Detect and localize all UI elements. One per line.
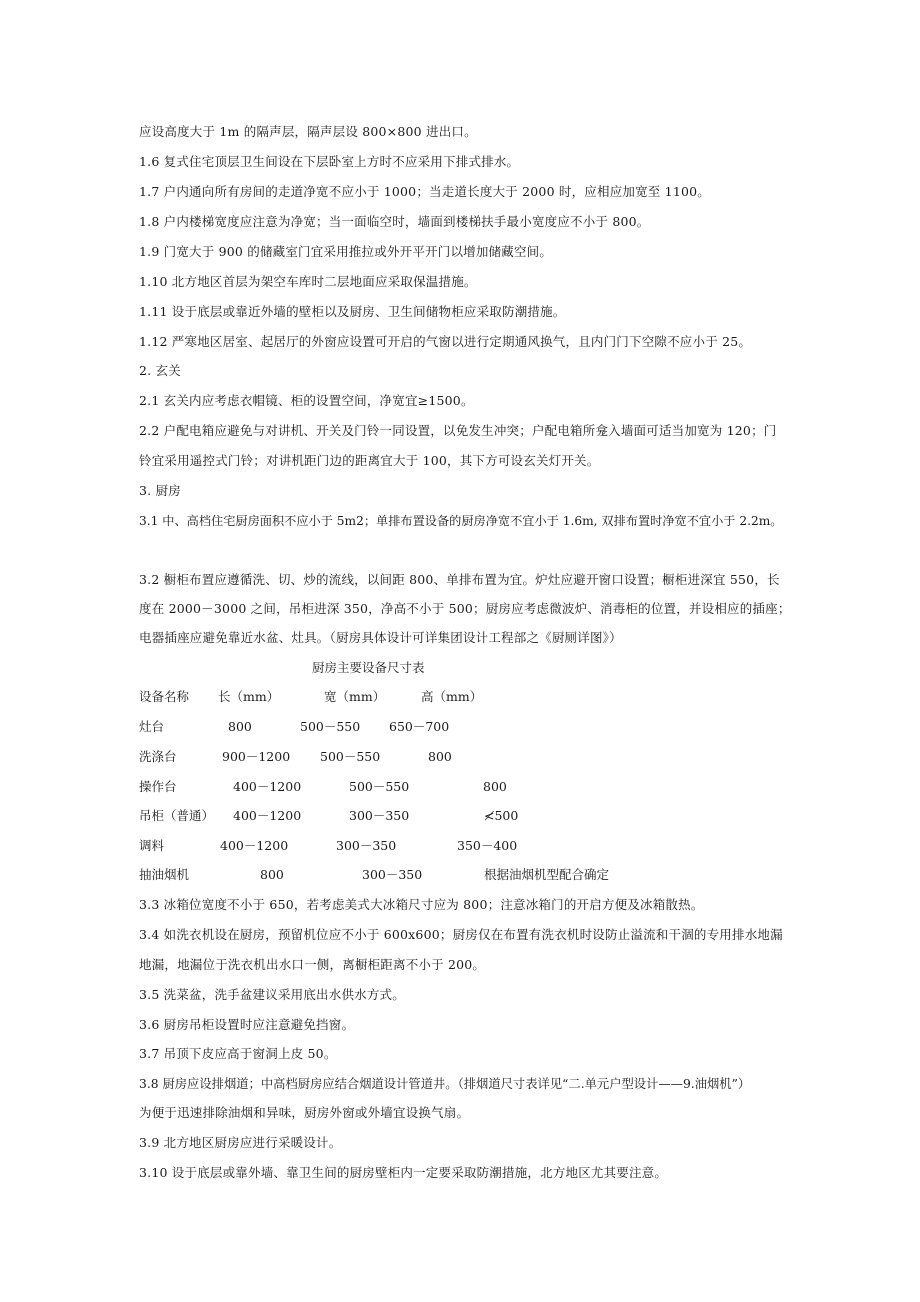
table-cell: 300－350 [336,838,397,853]
paragraph: 1.10 北方地区首层为架空车库时二层地面应采取保温措施。 [139,274,477,289]
table-cell: 400－1200 [233,779,302,794]
table-cell: 800 [428,749,452,764]
table-cell: 灶台 [139,719,165,734]
paragraph: 3.1 中、高档住宅厨房面积不应小于 5m2；单排布置设备的厨房净宽不宜小于 1.6m, 双排布置时净宽不宜小于 2.2m。 [139,514,783,528]
table-cell: 400－1200 [220,838,289,853]
table-cell: 300－350 [362,867,423,882]
paragraph: 1.8 户内楼梯宽度应注意为净宽；当一面临空时，墙面到楼梯扶手最小宽度应不小于 800。 [139,214,650,229]
paragraph: 3.6 厨房吊柜设置时应注意避免挡窗。 [139,1017,355,1032]
paragraph: 3.3 冰箱位宽度不小于 650，若考虑美式大冰箱尺寸应为 800；注意冰箱门的开启方便及冰箱散热。 [139,897,704,912]
table-cell: 调料 [139,838,165,853]
table-header: 设备名称 [139,689,190,704]
paragraph: 电器插座应避免靠近水盆、灶具。（厨房具体设计可详集团设计工程部之《厨厕详图》） [139,630,622,645]
paragraph: 2.2 户配电箱应避免与对讲机、开关及门铃一同设置，以免发生冲突；户配电箱所龛入墙面可适当加宽为 120；门 [139,423,777,438]
section-heading: 2. 玄关 [139,363,181,378]
paragraph: 3.8 厨房应设排烟道；中高档厨房应结合烟道设计管道井。（排烟道尺寸表详见“二.单元户型设计——9.油烟机”） [139,1077,751,1091]
paragraph: 铃宜采用遥控式门铃；对讲机距门边的距离宜大于 100，其下方可设玄关灯开关。 [139,453,600,468]
table-cell: 操作台 [139,779,177,794]
paragraph: 应设高度大于 1m 的隔声层，隔声层设 800×800 进出口。 [139,124,477,139]
section-heading: 3. 厨房 [139,483,181,498]
table-cell: 900－1200 [222,749,291,764]
table-cell: 800 [260,867,284,882]
table-cell: 800 [483,779,507,794]
paragraph: 1.12 严寒地区居室、起居厅的外窗应设置可开启的气窗以进行定期通风换气，且内门门下空隙不应小于 25。 [139,334,752,349]
paragraph: 3.2 橱柜布置应遵循洗、切、炒的流线，以间距 800、单排布置为宜。炉灶应避开窗口设置；橱柜进深宜 550，长 [139,572,780,587]
table-cell: 300－350 [349,808,410,823]
table-cell: 350－400 [457,838,518,853]
paragraph: 3.5 洗菜盆，洗手盆建议采用底出水供水方式。 [139,987,405,1002]
table-cell: ≮500 [484,808,519,823]
paragraph: 3.7 吊顶下皮应高于窗洞上皮 50。 [139,1046,337,1061]
table-title: 厨房主要设备尺寸表 [312,660,425,675]
paragraph: 1.6 复式住宅顶层卫生间设在下层卧室上方时不应采用下排式排水。 [139,154,520,169]
table-cell: 800 [228,719,252,734]
table-cell: 400－1200 [233,808,302,823]
paragraph: 2.1 玄关内应考虑衣帽镜、柜的设置空间，净宽宜≥1500。 [139,393,474,408]
table-header: 宽（mm） [324,689,386,704]
paragraph: 1.9 门宽大于 900 的储藏室门宜采用推拉或外开平开门以增加储藏空间。 [139,244,553,259]
table-cell: 根据油烟机型配合确定 [484,867,610,882]
paragraph: 3.4 如洗衣机设在厨房，预留机位应不小于 600x600；厨房仅在布置有洗衣机时设防止溢流和干涸的专用排水地漏 [139,927,783,942]
paragraph: 度在 2000－3000 之间，吊柜进深 350，净高不小于 500；厨房应考虑微波炉、消毒柜的位置，并设相应的插座； [139,601,791,616]
paragraph: 1.7 户内通向所有房间的走道净宽不应小于 1000；当走道长度大于 2000 时，应相应加宽至 1100。 [139,184,710,199]
paragraph: 1.11 设于底层或靠近外墙的壁柜以及厨房、卫生间储物柜应采取防潮措施。 [139,304,566,319]
table-cell: 洗涤台 [139,749,177,764]
paragraph: 为便于迅速排除油烟和异味，厨房外窗或外墙宜设换气扇。 [139,1105,470,1120]
paragraph: 3.9 北方地区厨房应进行采暖设计。 [139,1135,342,1150]
table-cell: 650－700 [389,719,450,734]
paragraph: 3.10 设于底层或靠外墙、靠卫生间的厨房壁柜内一定要采取防潮措施，北方地区尤其要注意。 [139,1165,668,1180]
table-cell: 500－550 [349,779,410,794]
table-header: 长（mm） [218,689,280,704]
table-cell: 500－550 [320,749,381,764]
table-header: 高（mm） [421,689,483,704]
table-cell: 500－550 [300,719,361,734]
table-cell: 抽油烟机 [139,867,190,882]
table-cell: 吊柜（普通） [139,808,215,823]
paragraph: 地漏，地漏位于洗衣机出水口一侧，离橱柜距离不小于 200。 [139,957,486,972]
